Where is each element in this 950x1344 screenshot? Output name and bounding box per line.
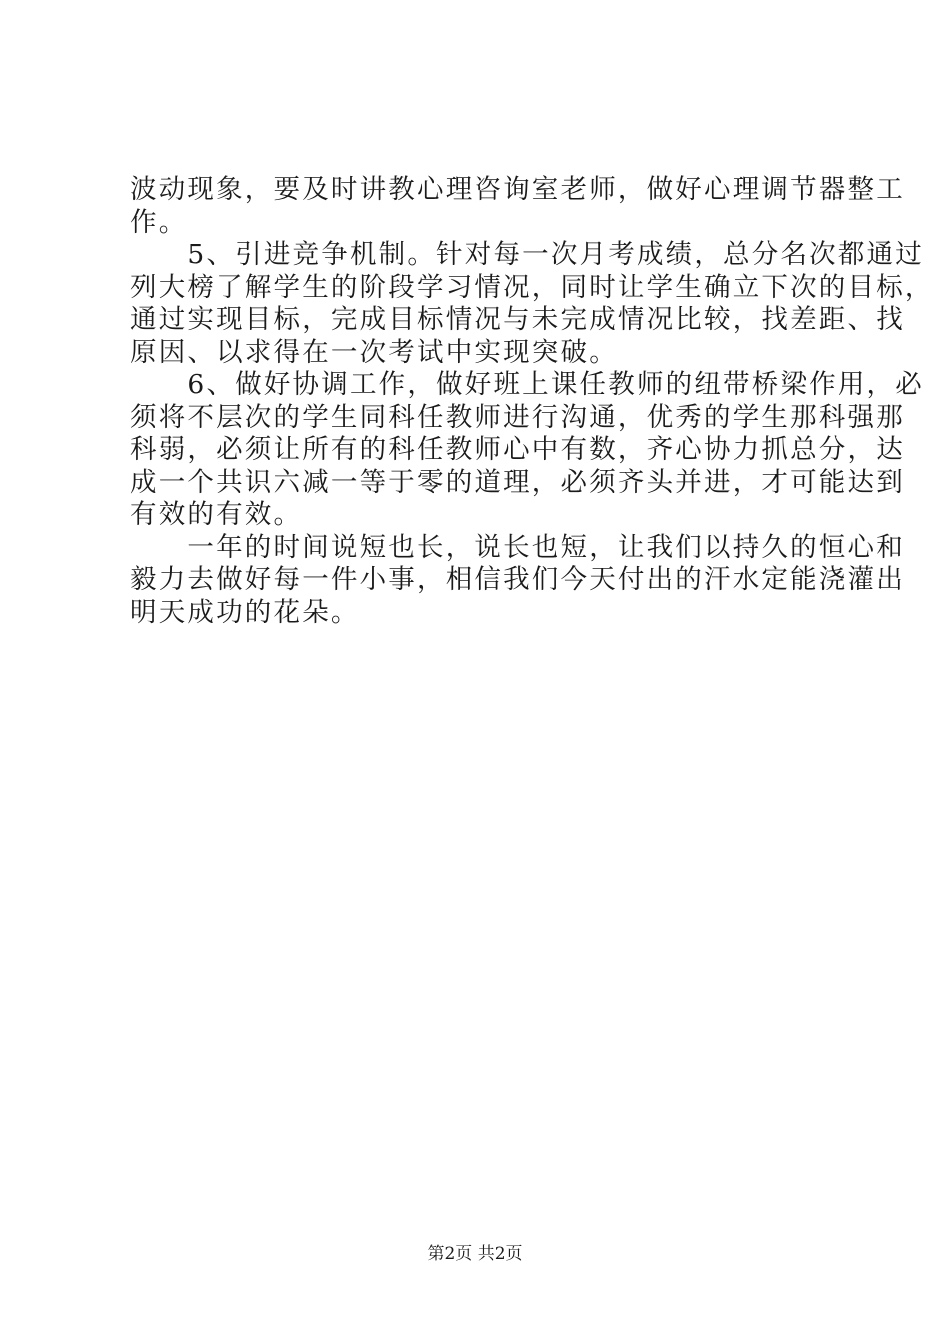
text-line: 列大榜了解学生的阶段学习情况，同时让学生确立下次的目标， [130,271,934,303]
document-body [130,174,934,629]
text-line: 作。 [130,206,188,238]
text-line: 波动现象，要及时讲教心理咨询室老师，做好心理调节器整工 [130,174,905,205]
page-number: 第2页 共2页 [427,1244,523,1264]
text-line: 原因、以求得在一次考试中实现突破。 [130,336,618,368]
text-line: 通过实现目标，完成目标情况与未完成情况比较，找差距、找 [130,304,905,335]
text-line: 明天成功的花朵。 [130,596,360,628]
text-line: 科弱，必须让所有的科任教师心中有数，齐心协力抓总分，达 [130,434,905,465]
text-line: 6、做好协调工作，做好班上课任教师的纽带桥梁作用，必 [130,369,924,400]
text-line: 一年的时间说短也长，说长也短，让我们以持久的恒心和 [130,531,905,563]
text-line: 5、引进竞争机制。针对每一次月考成绩，总分名次都通过 [130,239,924,270]
text-line: 毅力去做好每一件小事，相信我们今天付出的汗水定能浇灌出 [130,564,905,595]
page-footer [0,1244,950,1264]
text-line: 成一个共识六减一等于零的道理，必须齐头并进，才可能达到 [130,466,905,498]
text-line: 有效的有效。 [130,499,303,530]
text-line: 须将不层次的学生同科任教师进行沟通，优秀的学生那科强那 [130,401,905,433]
